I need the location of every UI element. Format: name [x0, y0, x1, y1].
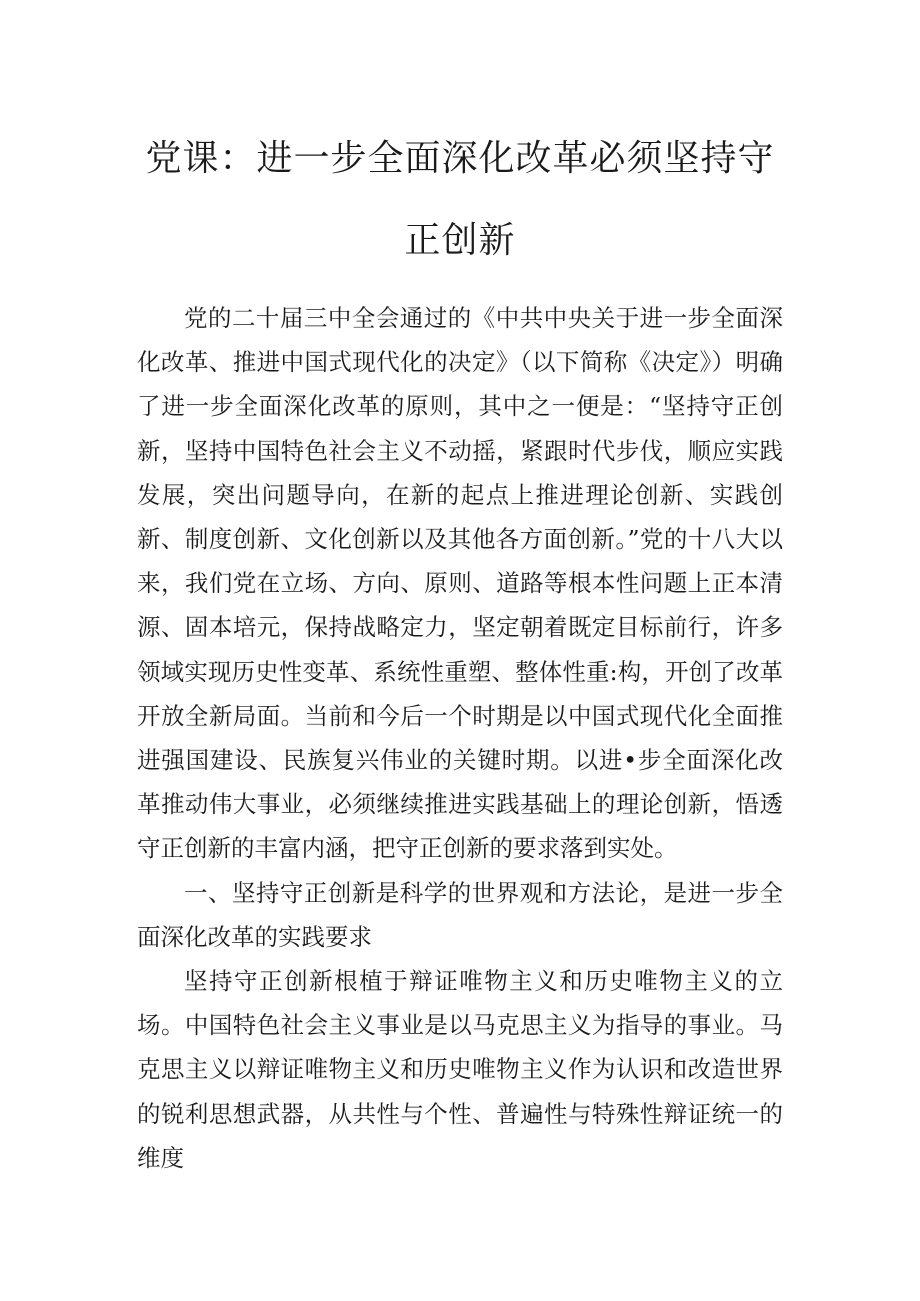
section-heading-1: 一、坚持守正创新是科学的世界观和方法论，是进一步全面深化改革的实践要求 [137, 878, 783, 951]
body-paragraph: 坚持守正创新根植于辩证唯物主义和历史唯物主义的立场。中国特色社会主义事业是以马克思主义为指导的事业。马克思主义以辩证唯物主义和历史唯物主义作为认识和改造世界的锐利思想武器，从共性与个性、普遍性与特殊性辩证统一的维度 [137, 967, 783, 1172]
document-body [137, 296, 783, 1180]
intro-paragraph: 党的二十届三中全会通过的《中共中央关于进一步全面深化改革、推进中国式现代化的决定》（以下简称《决定》）明确了进一步全面深化改革的原则，其中之一便是：“坚持守正创新，坚持中国特色社会主义不动摇，紧跟时代步伐，顺应实践发展，突出问题导向，在新的起点上推进理论创新、实践创新、制度创新、文化创新以及其他各方面创新。”党的十八大以来，我们党在立场、方向、原则、道路等根本性问题上正本清源、固本培元，保持战略定力，坚定朝着既定目标前行，许多领域实现历史性变革、系统性重塑、整体性重:构，开创了改革开放全新局面。当前和今后一个时期是以中国式现代化全面推进强国建设、民族复兴伟业的关键时期。以进•步全面深化改革推动伟大事业，必须继续推进实践基础上的理论创新，悟透守正创新的丰富内涵，把守正创新的要求落到实处。 [137, 304, 783, 863]
document-title: 党课：进一步全面深化改革必须坚持守正创新 [145, 138, 775, 261]
